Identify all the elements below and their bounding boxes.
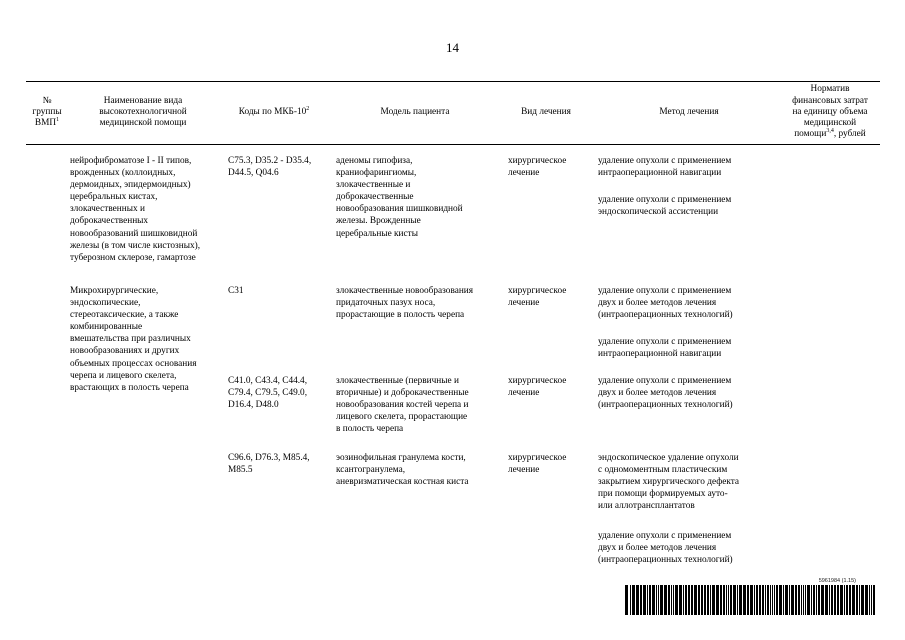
header-treatment-type	[502, 83, 590, 142]
barcode-bar	[630, 585, 631, 615]
barcode-bar	[691, 585, 693, 615]
cell-line: новообразованиях и других	[70, 346, 180, 357]
cell-line: черепа и лицевого скелета,	[70, 370, 177, 381]
cell-treatment-method	[598, 530, 733, 566]
barcode-bar	[726, 585, 727, 615]
cell-line: D16.4, D48.0	[228, 400, 279, 411]
barcode-bar	[658, 585, 659, 615]
barcode-bar	[856, 585, 858, 615]
cell-line: (интраоперационных технологий)	[598, 310, 733, 321]
barcode-bar	[759, 585, 761, 615]
cell-treatment-method	[598, 194, 731, 218]
cell-line: церебральные кисты	[336, 228, 418, 239]
barcode-bar	[811, 585, 812, 615]
cell-line: краниофарингиомы,	[336, 168, 417, 179]
cell-treatment-method	[598, 285, 733, 321]
header-group-number-line: №	[42, 95, 52, 106]
cell-line: злокачественные (первичные и	[336, 376, 459, 386]
cell-line: туберозном склерозе, гамартозе	[70, 252, 196, 263]
header-care-type	[68, 83, 218, 142]
cell-line: лечение	[508, 298, 540, 309]
cell-line: хирургическое	[508, 286, 567, 296]
barcode-bar	[632, 585, 635, 615]
cell-treatment-method	[598, 336, 731, 360]
cell-line: злокачественные новообразования	[336, 286, 474, 296]
barcode-bar	[795, 585, 797, 615]
cell-line: удаление опухоли с применением	[598, 376, 732, 386]
cell-patient-model	[336, 375, 469, 435]
cell-line: вторичные) и доброкачественные	[336, 388, 469, 399]
header-care-type-line: Наименование вида	[103, 95, 183, 106]
cell-line: железы (в том числе кистозных),	[70, 240, 201, 251]
header-cost-line: , рублей	[833, 129, 866, 140]
barcode-bar	[825, 585, 828, 615]
cell-line: при помощи формируемых ауто-	[598, 489, 728, 500]
barcode-bar	[849, 585, 851, 615]
barcode-bar	[664, 585, 667, 615]
barcode-bar	[798, 585, 800, 615]
header-cost-line: финансовых затрат	[792, 95, 868, 106]
barcode-bar	[701, 585, 703, 615]
barcode-bar	[688, 585, 690, 615]
cell-line: эндоскопические,	[70, 298, 141, 309]
barcode-bar	[707, 585, 709, 615]
barcode-bar	[818, 585, 820, 615]
cell-line: эндоскопической ассистенции	[598, 207, 719, 218]
barcode-bar	[821, 585, 824, 615]
cell-line: дермоидных, эпидермоидных)	[70, 180, 191, 191]
barcode-bar	[803, 585, 804, 615]
barcode-bar	[783, 585, 784, 615]
barcode-bar	[767, 585, 769, 615]
barcode-bar	[834, 585, 836, 615]
barcode-bar	[770, 585, 771, 615]
cell-line: аневризматическая костная киста	[336, 477, 469, 488]
cell-line: новообразования шишковидной	[336, 204, 463, 215]
barcode-bar	[871, 585, 872, 615]
barcode-bar	[840, 585, 843, 615]
barcode-bar	[710, 585, 711, 615]
table-header-bottom-rule	[26, 144, 880, 145]
cell-line: хирургическое	[508, 453, 567, 463]
barcode-bar	[733, 585, 736, 615]
cell-line: двух и более методов лечения	[598, 388, 717, 399]
header-icd-codes-text: Коды по МКБ-10	[238, 106, 307, 117]
header-cost-standard	[778, 83, 882, 142]
cell-icd-codes	[228, 155, 311, 179]
cell-line: C75.3, D35.2 - D35.4,	[228, 156, 312, 166]
cell-line: лечение	[508, 168, 540, 179]
cell-line: с одномоментным пластическим	[598, 465, 728, 476]
barcode-bar	[861, 585, 864, 615]
barcode-bar	[656, 585, 657, 615]
barcode-bar	[762, 585, 764, 615]
barcode-bar	[694, 585, 697, 615]
cell-line: удаление опухоли с применением	[598, 286, 732, 296]
cell-line: врожденных (коллоидных,	[70, 168, 176, 179]
footnote-marker: 1	[56, 117, 60, 124]
barcode-bar	[625, 585, 628, 615]
cell-patient-model	[336, 285, 473, 321]
cell-icd-codes	[228, 452, 310, 476]
barcode-bar	[785, 585, 788, 615]
barcode-bar	[636, 585, 639, 615]
document-barcode	[625, 578, 878, 615]
barcode-bar	[671, 585, 672, 615]
cell-line: доброкачественные	[336, 192, 414, 203]
barcode-bar	[816, 585, 817, 615]
header-group-number	[26, 83, 68, 142]
barcode-bar	[776, 585, 778, 615]
header-treatment-method	[594, 83, 784, 142]
cell-line: нейрофиброматозе I - II типов,	[70, 156, 192, 166]
barcode-bar	[791, 585, 794, 615]
header-cost-line: на единицу объема	[792, 106, 868, 117]
cell-line: злокачественные и	[336, 180, 411, 191]
cell-line: железы. Врожденные	[336, 216, 421, 227]
cell-care-name	[70, 285, 196, 394]
barcode-bar	[772, 585, 773, 615]
barcode-bar	[675, 585, 678, 615]
cell-treatment-type	[508, 155, 566, 179]
cell-line: вмешательства при различных	[70, 334, 191, 345]
header-icd-codes	[222, 83, 326, 142]
cell-line: интраоперационной навигации	[598, 349, 722, 360]
cell-line: объемных процессах основания	[70, 358, 197, 369]
barcode-bar	[640, 585, 642, 615]
barcode-bar	[859, 585, 860, 615]
barcode-bar	[652, 585, 655, 615]
cell-line: или аллотрансплантатов	[598, 501, 695, 512]
cell-line: ксантогранулема,	[336, 465, 406, 476]
header-patient-model-text: Модель пациента	[380, 106, 450, 117]
cell-line: прорастающие в полость черепа	[336, 310, 465, 321]
cell-treatment-type	[508, 452, 566, 476]
barcode-bar	[649, 585, 651, 615]
barcode-bar	[743, 585, 746, 615]
cell-line: лицевого скелета, прорастающие	[336, 412, 468, 423]
barcode-bar	[807, 585, 810, 615]
cell-line: эозинофильная гранулема кости,	[336, 453, 466, 463]
cell-line: удаление опухоли с применением	[598, 337, 732, 347]
cell-line: двух и более методов лечения	[598, 298, 717, 309]
cell-line: хирургическое	[508, 156, 567, 166]
barcode-bar	[813, 585, 815, 615]
cell-line: закрытием хирургического дефекта	[598, 477, 740, 488]
cell-line: аденомы гипофиза,	[336, 156, 413, 166]
cell-line: удаление опухоли с применением	[598, 195, 732, 205]
cell-line: C79.4, C79.5, C49.0,	[228, 388, 308, 399]
barcode-bar	[716, 585, 719, 615]
header-patient-model	[330, 83, 500, 142]
cell-patient-model	[336, 155, 463, 240]
barcode-bar	[837, 585, 839, 615]
barcode-bar	[728, 585, 729, 615]
cell-line: стереотаксические, а также	[70, 310, 179, 321]
barcode-bar	[756, 585, 758, 615]
barcode-bar	[668, 585, 670, 615]
barcode-bar	[829, 585, 830, 615]
barcode-bar	[865, 585, 868, 615]
barcode-bar	[723, 585, 725, 615]
barcode-bar	[698, 585, 700, 615]
cell-line: C41.0, C43.4, C44.4,	[228, 376, 308, 386]
cell-line: в полость черепа	[336, 424, 404, 435]
barcode-bar	[720, 585, 722, 615]
cell-line: интраоперационной навигации	[598, 168, 722, 179]
cell-line: придаточных пазух носа,	[336, 298, 436, 309]
cell-line: удаление опухоли с применением	[598, 531, 732, 541]
barcode-bar	[643, 585, 646, 615]
barcode-bar	[704, 585, 706, 615]
barcode-bar	[789, 585, 790, 615]
cell-line: лечение	[508, 388, 540, 399]
cell-treatment-type	[508, 285, 566, 309]
footnote-marker: 3,4	[826, 128, 834, 135]
barcode-bar	[739, 585, 742, 615]
header-care-type-line: медицинской помощи	[99, 118, 187, 129]
barcode-bar	[712, 585, 715, 615]
cell-icd-codes	[228, 375, 307, 411]
barcode-bar	[844, 585, 845, 615]
barcode-bar	[774, 585, 775, 615]
cell-treatment-method	[598, 452, 739, 512]
cell-line: хирургическое	[508, 376, 567, 386]
cell-treatment-method	[598, 155, 731, 179]
cell-line: новообразований шишковидной	[70, 228, 198, 239]
cell-line: удаление опухоли с применением	[598, 156, 732, 166]
barcode-bar	[737, 585, 738, 615]
barcode-bar	[750, 585, 753, 615]
header-cost-line: Норматив	[810, 84, 850, 95]
barcode-bar	[805, 585, 806, 615]
barcode-number: 5961984 (1.15)	[818, 578, 856, 584]
cell-patient-model	[336, 452, 469, 488]
barcode-icon	[625, 585, 878, 615]
cell-line: C31	[228, 286, 244, 296]
footnote-marker: 2	[306, 105, 310, 112]
barcode-bar	[801, 585, 802, 615]
barcode-bar	[730, 585, 732, 615]
barcode-bar	[869, 585, 870, 615]
barcode-bar	[831, 585, 833, 615]
cell-line: (интраоперационных технологий)	[598, 555, 733, 566]
cell-line: двух и более методов лечения	[598, 543, 717, 554]
barcode-bar	[683, 585, 684, 615]
barcode-bar	[779, 585, 782, 615]
header-group-number-line: ВМП	[34, 118, 57, 129]
header-group-number-line: группы	[32, 106, 62, 117]
cell-line: лечение	[508, 465, 540, 476]
table-header-top-rule	[26, 81, 880, 82]
cell-line: Микрохирургические,	[70, 286, 159, 296]
cell-line: (интраоперационных технологий)	[598, 400, 733, 411]
barcode-bar	[846, 585, 848, 615]
cell-line: новообразования костей черепа и	[336, 400, 469, 411]
header-treatment-method-text: Метод лечения	[659, 106, 719, 117]
cell-icd-codes	[228, 285, 244, 297]
barcode-bar	[685, 585, 687, 615]
cell-line: эндоскопическое удаление опухоли	[598, 453, 739, 463]
barcode-bar	[747, 585, 749, 615]
barcode-bar	[754, 585, 755, 615]
barcode-bar	[852, 585, 855, 615]
header-cost-line: медицинской	[803, 118, 857, 129]
cell-line: M85.5	[228, 465, 253, 476]
cell-treatment-method	[598, 375, 733, 411]
cell-treatment-type	[508, 375, 566, 399]
barcode-bar	[660, 585, 663, 615]
header-care-type-line: высокотехнологичной	[99, 106, 187, 117]
cell-line: церебральных кистах,	[70, 192, 158, 203]
cell-line: доброкачественных	[70, 216, 149, 227]
cell-line: врастающих в полость черепа	[70, 382, 189, 393]
cell-line: C96.6, D76.3, M85.4,	[228, 453, 310, 463]
cell-line: злокачественных и	[70, 204, 145, 215]
cell-care-name-continued	[70, 155, 200, 264]
cell-line: комбинированные	[70, 322, 143, 333]
header-cost-line: помощи	[794, 129, 827, 140]
header-treatment-type-text: Вид лечения	[521, 106, 571, 117]
barcode-bar	[647, 585, 648, 615]
barcode-bar	[765, 585, 766, 615]
barcode-bar	[873, 585, 875, 615]
barcode-bar	[673, 585, 674, 615]
barcode-bar	[679, 585, 682, 615]
page-number: 14	[446, 40, 459, 55]
cell-line: D44.5, Q04.6	[228, 168, 279, 179]
